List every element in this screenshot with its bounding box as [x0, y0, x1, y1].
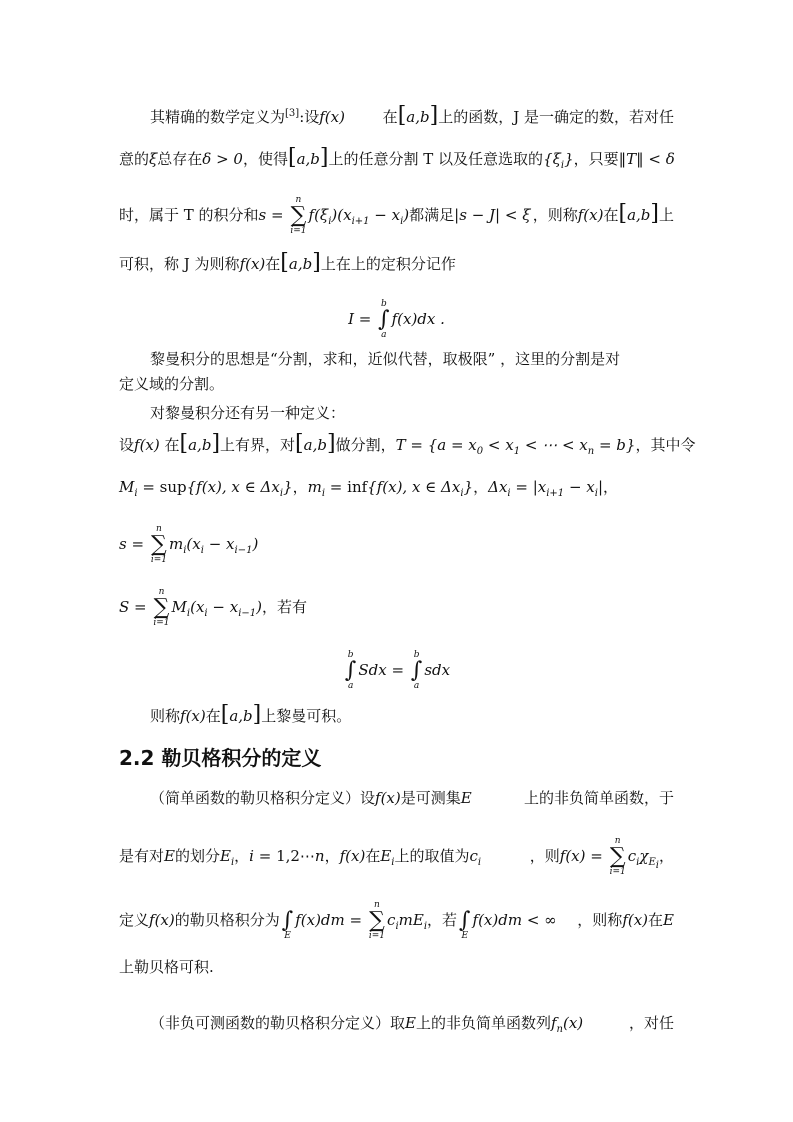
- text: 做分割，: [335, 436, 396, 454]
- paragraph-1-line-2: [119, 147, 674, 170]
- text: 在: [365, 847, 381, 865]
- text: 的勒贝格积分为: [174, 911, 280, 929]
- text: ，其中令: [635, 436, 696, 454]
- math-fx: f(x): [339, 847, 366, 865]
- text: 的划分: [174, 847, 220, 865]
- paragraph-4-line-3: [119, 901, 674, 941]
- paragraph-3-line-3: $M_i = sup\{f(x)$, x ∈ $\Delta x_i$}，$m_i = inf\{f(x)$, x ∈ $\Delta x_i$}，$\Delta x_i = |x_{i+1} - x_i|$，: [119, 478, 619, 499]
- text: 意的: [119, 150, 150, 168]
- text: ，若有: [262, 598, 308, 616]
- text: ，则: [529, 847, 560, 865]
- math-interval: [a,b]: [618, 201, 659, 226]
- math-riemann-sum: s = n ∑ i=1 $f(\xi_i)(x_{i+1} - x_i)$: [258, 195, 410, 236]
- text: :设: [299, 108, 320, 126]
- text: （简单函数的勒贝格积分定义）设: [150, 789, 376, 807]
- math-interval: [a,b]: [288, 145, 329, 170]
- text: 上的取值为: [394, 847, 470, 865]
- math-fx: f(x): [239, 255, 266, 273]
- paragraph-1-line-4: [119, 252, 674, 275]
- text: ，则称: [532, 206, 578, 224]
- paragraph-2-line-2: 定义域的分割。: [119, 375, 225, 393]
- math-e: E: [164, 847, 175, 865]
- citation: [3]: [285, 108, 300, 119]
- math-inf-def: $m_i = inf\{f(x)$, x ∈ $\Delta x_i$}: [307, 478, 474, 499]
- section-heading: 2.2 勒贝格积分的定义: [119, 746, 322, 770]
- integral-operator: b ∫ a: [344, 650, 357, 691]
- text: 总存在: [157, 150, 203, 168]
- text: 上的函数，J 是一确定的数，若对任: [438, 108, 674, 126]
- text: ，只要: [573, 150, 619, 168]
- text: 在: [648, 911, 664, 929]
- math-fx: f(x): [577, 206, 604, 224]
- math-interval: [a,b]: [220, 702, 262, 727]
- math-fx: f(x): [319, 108, 345, 126]
- math-norm-t: ‖T‖ < δ: [618, 150, 675, 168]
- sum-operator: n ∑ i=1: [150, 524, 167, 565]
- text: 上黎曼可积。: [261, 707, 352, 725]
- paragraph-4-line-2: 是有对E的划分$E_i$，i = 1,2⋯n，f(x)在$E_i$上的取值为$c_i$ ，则f(x) = n ∑ i=1 $c_i\chi_{E_i}$，: [119, 836, 674, 877]
- sum-operator: n ∑ i=1: [368, 900, 386, 941]
- paragraph-3-line-1: 对黎曼积分还有另一种定义：: [150, 404, 346, 422]
- math-ei: $E_i$: [380, 847, 395, 868]
- math-e: E: [460, 789, 472, 807]
- math-condition: |s − J| < ξ: [454, 206, 531, 224]
- text: 都满足: [409, 206, 455, 224]
- text: 上的任意分割 T 以及任意选取的: [328, 150, 544, 168]
- text: 定义: [119, 911, 150, 929]
- equation-integral-equality: b ∫ a Sdx = b ∫ a sdx: [344, 650, 451, 691]
- math-delta-x-def: $\Delta x_i = |x_{i+1} - x_i|$: [488, 478, 604, 499]
- math-xi: ξ: [149, 150, 158, 168]
- text: 上有界，对: [220, 436, 296, 454]
- text: ，: [234, 847, 250, 865]
- paragraph-3-conclusion: [150, 704, 674, 727]
- text: 其精确的数学定义为: [150, 108, 286, 126]
- math-fx: f(x): [375, 789, 401, 807]
- text: 上在上的定积分记作: [320, 255, 456, 273]
- text: 上的非负简单函数列: [415, 1014, 551, 1032]
- text: 设: [119, 436, 135, 454]
- paragraph-2-line-1: 黎曼积分的思想是“分割，求和，近似代替，取极限” ，这里的分割是对: [150, 350, 621, 368]
- paragraph-4-line-1: [150, 787, 674, 809]
- text: 在: [205, 707, 221, 725]
- equation-lower-sum: s = n ∑ i=1 $m_i(x_i - x_{i-1})$: [119, 524, 259, 565]
- text: 在: [382, 108, 398, 126]
- math-lebesgue-integral: ∫ E f(x)dm = n ∑ i=1 $c_imE_i$: [281, 900, 428, 941]
- paragraph-1-line-1: [150, 105, 674, 128]
- text: ，: [324, 847, 340, 865]
- math-xi-set: $\{\xi_i\}$: [543, 150, 574, 171]
- text: 可积，称 J 为则称: [119, 255, 240, 273]
- text: 在: [265, 255, 281, 273]
- math-interval: [a,b]: [397, 103, 439, 128]
- text: 在: [159, 436, 180, 454]
- math-fn: $f_n(x)$: [550, 1014, 584, 1035]
- math-fx: f(x): [134, 436, 160, 454]
- text: 时，属于 T 的积分和: [119, 206, 259, 224]
- math-interval: [a,b]: [295, 431, 336, 456]
- math-fx: f(x): [622, 911, 649, 929]
- integral-operator: b ∫ a: [378, 299, 390, 340]
- sum-operator: n ∑ i=1: [609, 836, 626, 877]
- math-ci: $c_i$: [469, 847, 482, 868]
- text: 是可测集: [400, 789, 461, 807]
- math-finite-integral: ∫ E f(x)dm < ∞: [457, 911, 557, 929]
- integral-operator: b ∫ a: [410, 650, 423, 691]
- math-sup-def: $M_i = sup\{f(x)$, x ∈ $\Delta x_i$}: [119, 478, 293, 499]
- equation-definite-integral: I = b ∫ a f(x)dx .: [348, 299, 445, 340]
- text: ，对任: [628, 1014, 674, 1032]
- equation-upper-sum: S = n ∑ i=1 $M_i(x_i - x_{i-1})$，若有: [119, 587, 308, 628]
- text: ，若: [427, 911, 458, 929]
- paragraph-4-line-4: 上勒贝格可积.: [119, 958, 214, 976]
- text: ，使得: [242, 150, 288, 168]
- paragraph-5-line-1: [150, 1012, 674, 1034]
- math-interval: [a,b]: [179, 431, 221, 456]
- paragraph-1-line-3: [119, 196, 674, 236]
- math-e: E: [663, 911, 674, 929]
- text: 上的非负简单函数，于: [523, 789, 674, 807]
- math-simple-function: f(x) = n ∑ i=1 $c_i\chi_{E_i}$: [559, 836, 659, 877]
- math-fx: f(x): [180, 707, 206, 725]
- text: 则称: [150, 707, 181, 725]
- paragraph-3-line-2: [119, 431, 696, 457]
- sum-operator: n ∑ i=1: [290, 195, 307, 236]
- math-index-range: i = 1,2⋯n: [249, 847, 325, 865]
- math-delta-pos: δ > 0: [202, 150, 243, 168]
- math-fx: f(x): [149, 911, 175, 929]
- math-ei: $E_i$: [219, 847, 235, 868]
- integral-operator: ∫ E: [281, 908, 294, 941]
- math-interval: [a,b]: [280, 250, 321, 275]
- text: 上: [658, 206, 674, 224]
- math-e: E: [405, 1014, 416, 1032]
- text: 是有对: [119, 847, 165, 865]
- sum-operator: n ∑ i=1: [153, 587, 170, 628]
- text: ，则称: [577, 911, 623, 929]
- integral-operator: ∫ E: [459, 908, 471, 941]
- text: 在: [603, 206, 619, 224]
- math-partition: $T = \{a = x_0 < x_1$ < ⋯ < $x_n = b$}: [395, 436, 636, 457]
- text: （非负可测函数的勒贝格积分定义）取: [150, 1014, 406, 1032]
